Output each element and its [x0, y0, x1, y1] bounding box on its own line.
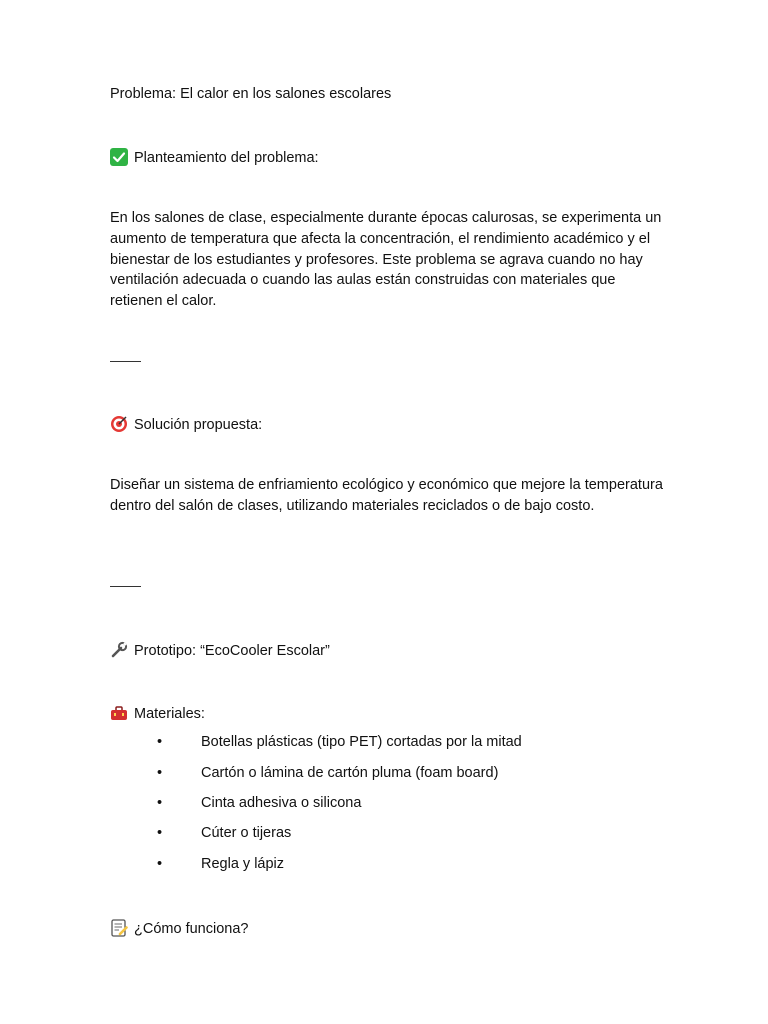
- list-item: Cinta adhesiva o silicona: [201, 795, 362, 811]
- divider: [110, 361, 141, 362]
- section-heading-planteamiento: [110, 148, 319, 166]
- list-bullet: •: [157, 795, 163, 811]
- list-item: Botellas plásticas (tipo PET) cortadas por la mitad: [201, 734, 522, 750]
- check-mark-icon: [110, 148, 128, 166]
- prototipo-heading-text: Prototipo: “EcoCooler Escolar”: [134, 643, 330, 659]
- wrench-icon: [110, 641, 128, 659]
- divider: [110, 586, 141, 587]
- section-heading-funciona: [110, 919, 248, 937]
- list-item: Cartón o lámina de cartón pluma (foam board): [201, 765, 499, 781]
- target-icon: [110, 415, 128, 433]
- list-bullet: •: [157, 825, 163, 841]
- list-bullet: •: [157, 734, 163, 750]
- toolbox-icon: [110, 704, 128, 722]
- solucion-body: Diseñar un sistema de enfriamiento ecológico y económico que mejore la temperatura dentro del salón de clases, utilizando materiales reciclados o de bajo costo.: [110, 477, 663, 514]
- list-item: Cúter o tijeras: [201, 825, 292, 841]
- list-bullet: •: [157, 856, 163, 872]
- list-bullet: •: [157, 765, 163, 781]
- planteamiento-heading-text: Planteamiento del problema:: [134, 150, 319, 166]
- solucion-heading-text: Solución propuesta:: [134, 417, 263, 433]
- list-item: Regla y lápiz: [201, 856, 285, 872]
- funciona-heading-text: ¿Cómo funciona?: [134, 921, 249, 937]
- planteamiento-body: En los salones de clase, especialmente durante épocas calurosas, se experimenta un aumento de temperatura que afecta la concentración, el rendimiento académico y el bienestar de los estudiantes y profesores. Este problema se agrava cuando no hay ventilación adecuada o cuando las aulas están construidas con materiales que retienen el calor.: [110, 210, 662, 310]
- memo-icon: [110, 919, 128, 937]
- section-heading-prototipo: [110, 641, 330, 659]
- section-heading-solucion: [110, 415, 262, 433]
- section-heading-materiales: [110, 704, 205, 722]
- materiales-heading-text: Materiales:: [134, 706, 205, 722]
- document-title: Problema: El calor en los salones escolares: [110, 86, 392, 102]
